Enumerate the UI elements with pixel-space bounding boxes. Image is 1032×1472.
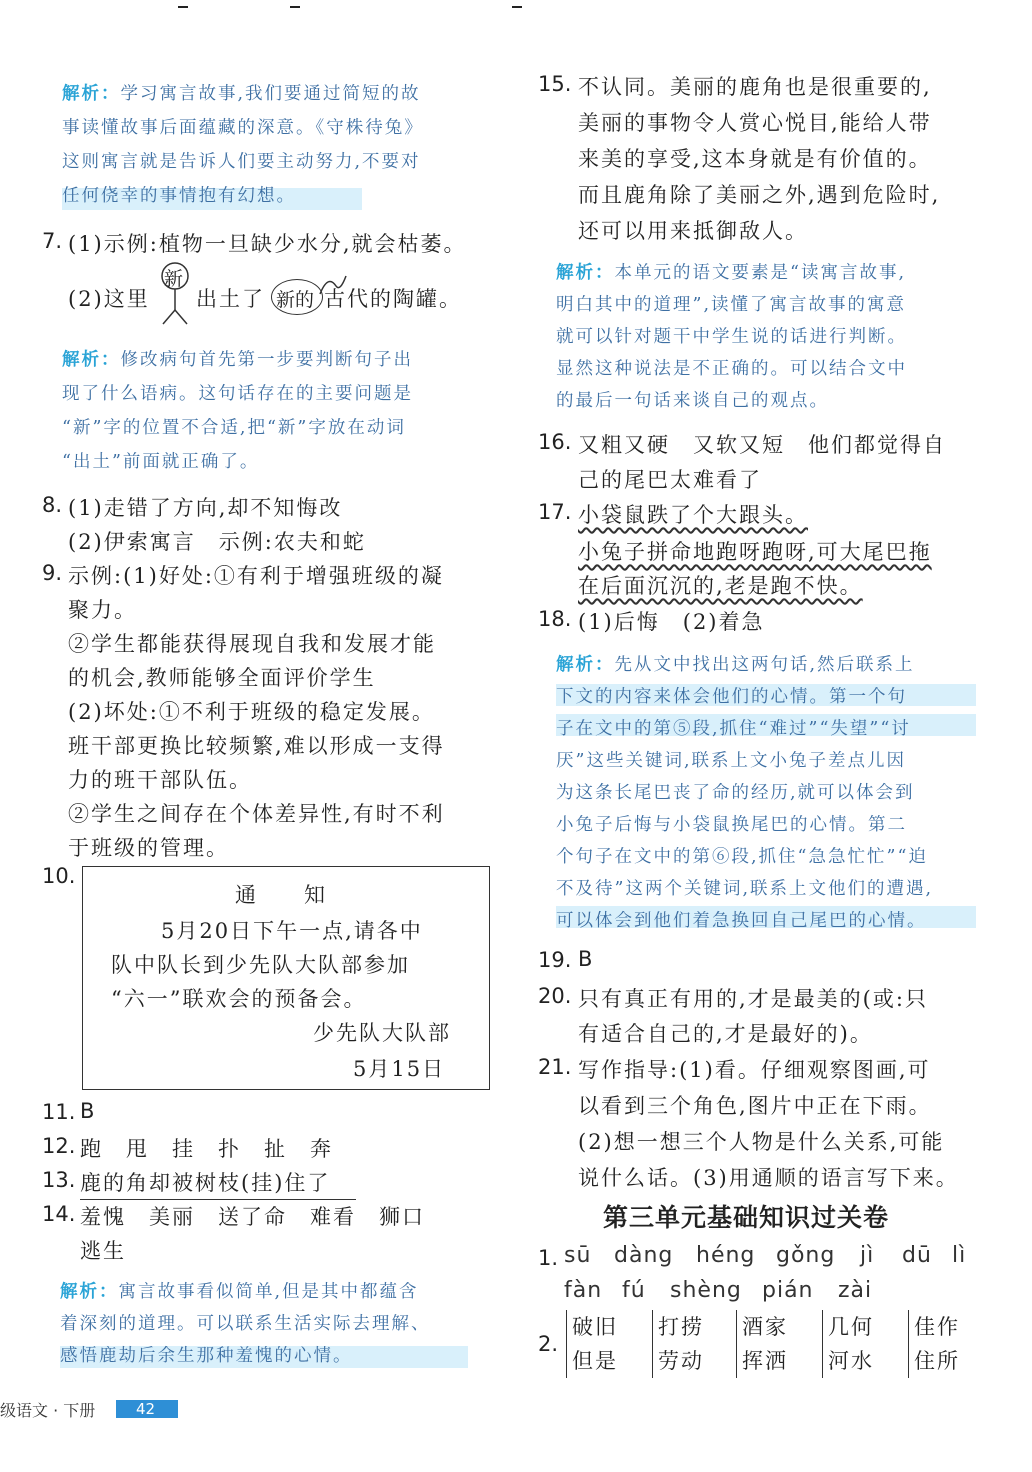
word-pair: 破旧 但是 <box>566 1310 618 1378</box>
notice-date: 5月15日 <box>353 1057 446 1081</box>
analysis-label: 解析： <box>556 655 615 675</box>
analysis-label: 解析： <box>62 84 121 104</box>
word-pair: 酒家 挥洒 <box>736 1310 788 1378</box>
analysis-label: 解析： <box>556 263 615 283</box>
word-pair: 佳作 住所 <box>908 1310 960 1378</box>
notice-box: 通 知 5月20日下午一点,请各中 队中队长到少先队大队部参加 “六一”联欢会的预备会。 少先队大队部 5月15日 <box>82 866 490 1090</box>
page-number: 42 <box>116 1400 178 1418</box>
analysis-label: 解析： <box>62 350 121 370</box>
word-pair: 打捞 劳动 <box>652 1310 704 1378</box>
word-pair: 几何 河水 <box>822 1310 874 1378</box>
correction-mark-figure: 新 <box>158 262 194 328</box>
notice-signature: 少先队大队部 <box>313 1021 451 1045</box>
analysis-label: 解析： <box>60 1282 119 1302</box>
section-title: 第三单元基础知识过关卷 <box>603 1203 890 1232</box>
notice-title: 通 知 <box>235 883 327 907</box>
footer-subject: 级语文 · 下册 <box>0 1401 96 1420</box>
